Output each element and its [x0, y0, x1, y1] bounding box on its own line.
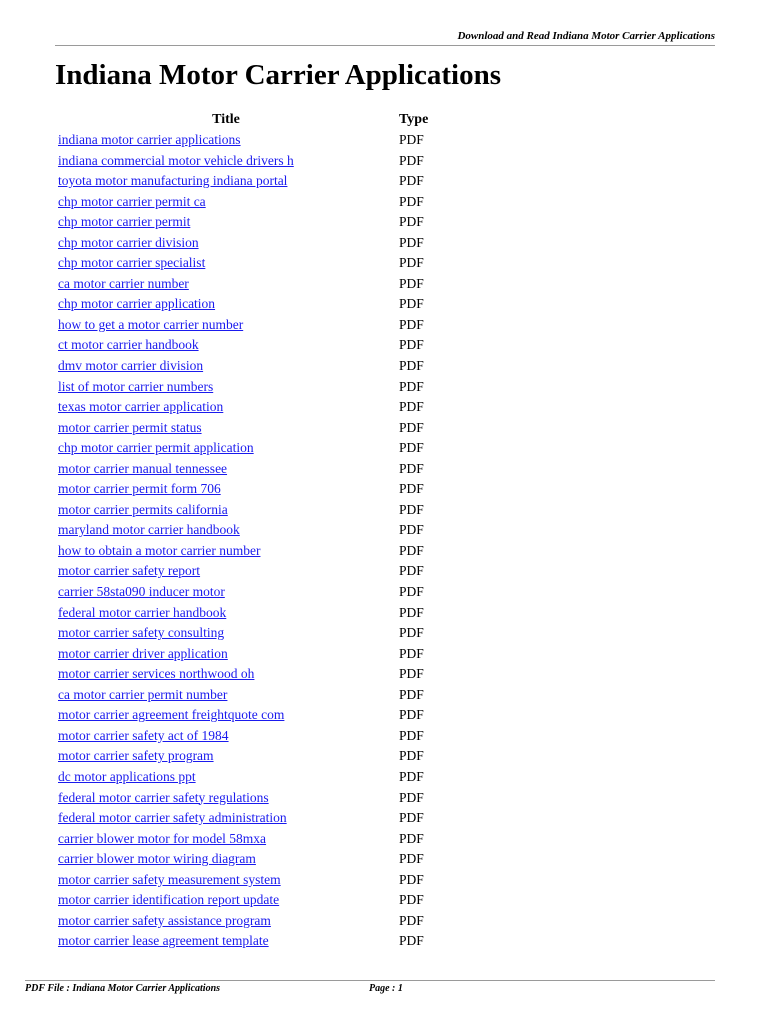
row-type-label: PDF [399, 337, 424, 353]
row-title-link[interactable]: chp motor carrier permit application [58, 440, 254, 456]
row-title-link[interactable]: motor carrier manual tennessee [58, 460, 228, 476]
row-title-link[interactable]: dc motor applications ppt [58, 768, 196, 784]
table-row [58, 767, 618, 788]
table-row [58, 788, 618, 809]
row-title-link[interactable]: how to get a motor carrier number [58, 316, 244, 332]
row-title-link[interactable]: ca motor carrier permit number [58, 686, 228, 702]
footer-page-number: Page : 1 [369, 983, 403, 994]
row-type-label: PDF [399, 871, 424, 887]
row-type-label: PDF [399, 748, 424, 764]
row-type-label: PDF [399, 399, 424, 415]
row-type-label: PDF [399, 378, 424, 394]
table-row [58, 171, 618, 192]
row-type-label: PDF [399, 481, 424, 497]
bottom-divider [25, 980, 715, 981]
row-title-link[interactable]: motor carrier driver application [58, 645, 228, 661]
row-title-link[interactable]: motor carrier permit status [58, 419, 202, 435]
row-title-link[interactable]: texas motor carrier application [58, 399, 224, 415]
row-type-label: PDF [399, 440, 424, 456]
table-row [58, 911, 618, 932]
row-title-link[interactable]: federal motor carrier handbook [58, 604, 227, 620]
page-title: Indiana Motor Carrier Applications [55, 59, 502, 91]
table-row [58, 130, 618, 151]
table-row [58, 192, 618, 213]
table-row [58, 233, 618, 254]
row-title-link[interactable]: chp motor carrier specialist [58, 255, 206, 271]
table-row [58, 438, 618, 459]
table-row [58, 377, 618, 398]
row-type-label: PDF [399, 810, 424, 826]
row-type-label: PDF [399, 460, 424, 476]
row-type-label: PDF [399, 686, 424, 702]
document-list [58, 130, 618, 952]
table-row [58, 397, 618, 418]
row-title-link[interactable]: chp motor carrier permit ca [58, 193, 206, 209]
table-row [58, 561, 618, 582]
row-type-label: PDF [399, 152, 424, 168]
table-row [58, 746, 618, 767]
row-title-link[interactable]: ca motor carrier number [58, 275, 189, 291]
row-type-label: PDF [399, 727, 424, 743]
row-type-label: PDF [399, 234, 424, 250]
table-row [58, 315, 618, 336]
table-row [58, 418, 618, 439]
top-divider [55, 45, 715, 46]
row-title-link[interactable]: motor carrier safety report [58, 563, 201, 579]
row-type-label: PDF [399, 522, 424, 538]
row-title-link[interactable]: motor carrier safety program [58, 748, 214, 764]
row-title-link[interactable]: how to obtain a motor carrier number [58, 542, 261, 558]
row-type-label: PDF [399, 316, 424, 332]
row-title-link[interactable]: dmv motor carrier division [58, 358, 204, 374]
row-type-label: PDF [399, 275, 424, 291]
row-title-link[interactable]: indiana motor carrier applications [58, 132, 241, 147]
row-title-link[interactable]: motor carrier safety measurement system [58, 871, 281, 887]
table-row [58, 870, 618, 891]
row-type-label: PDF [399, 768, 424, 784]
table-row [58, 541, 618, 562]
table-row [58, 664, 618, 685]
row-type-label: PDF [399, 584, 424, 600]
table-row [58, 705, 618, 726]
row-type-label: PDF [399, 193, 424, 209]
row-title-link[interactable]: motor carrier safety assistance program [58, 912, 271, 928]
table-row [58, 212, 618, 233]
row-title-link[interactable]: toyota motor manufacturing indiana portal [58, 173, 288, 189]
row-title-link[interactable]: motor carrier services northwood oh [58, 666, 255, 682]
table-row [58, 582, 618, 603]
row-title-link[interactable]: chp motor carrier division [58, 234, 199, 250]
header-note: Download and Read Indiana Motor Carrier Applications [457, 30, 715, 42]
row-type-label: PDF [399, 419, 424, 435]
row-title-link[interactable]: chp motor carrier application [58, 296, 216, 312]
footer-file-label: PDF File : Indiana Motor Carrier Applications [25, 983, 221, 994]
table-row [58, 829, 618, 850]
row-title-link[interactable]: motor carrier lease agreement template [58, 933, 269, 949]
row-title-link[interactable]: federal motor carrier safety regulations [58, 789, 269, 805]
row-title-link[interactable]: carrier blower motor wiring diagram [58, 851, 256, 867]
column-header-title: Title [212, 112, 240, 127]
row-type-label: PDF [399, 892, 424, 908]
row-title-link[interactable]: chp motor carrier permit [58, 214, 191, 230]
table-row [58, 520, 618, 541]
row-title-link[interactable]: federal motor carrier safety administration [58, 810, 287, 826]
row-title-link[interactable]: list of motor carrier numbers [58, 378, 214, 394]
row-type-label: PDF [399, 296, 424, 312]
table-row [58, 644, 618, 665]
row-type-label: PDF [399, 214, 424, 230]
row-title-link[interactable]: motor carrier safety consulting [58, 625, 225, 641]
row-title-link[interactable]: motor carrier agreement freightquote com [58, 707, 285, 723]
row-type-label: PDF [399, 501, 424, 517]
table-row [58, 151, 618, 172]
table-row [58, 356, 618, 377]
row-title-link[interactable]: motor carrier identification report update [58, 892, 280, 908]
row-title-link[interactable]: carrier blower motor for model 58mxa [58, 830, 267, 846]
table-row [58, 479, 618, 500]
row-type-label: PDF [399, 604, 424, 620]
table-row [58, 459, 618, 480]
row-type-label: PDF [399, 358, 424, 374]
table-row [58, 274, 618, 295]
row-title-link[interactable]: motor carrier permits california [58, 501, 228, 517]
table-row [58, 849, 618, 870]
row-type-label: PDF [399, 132, 424, 147]
row-type-label: PDF [399, 563, 424, 579]
row-type-label: PDF [399, 851, 424, 867]
row-type-label: PDF [399, 666, 424, 682]
table-row [58, 726, 618, 747]
table-row [58, 335, 618, 356]
row-title-link[interactable]: motor carrier safety act of 1984 [58, 727, 229, 743]
row-title-link[interactable]: motor carrier permit form 706 [58, 481, 221, 497]
row-type-label: PDF [399, 912, 424, 928]
row-title-link[interactable]: indiana commercial motor vehicle drivers h [58, 152, 294, 168]
table-row [58, 931, 618, 952]
column-header-type: Type [399, 112, 429, 127]
row-type-label: PDF [399, 830, 424, 846]
row-type-label: PDF [399, 542, 424, 558]
table-row [58, 685, 618, 706]
row-type-label: PDF [399, 707, 424, 723]
row-type-label: PDF [399, 625, 424, 641]
row-title-link[interactable]: maryland motor carrier handbook [58, 522, 240, 538]
table-row [58, 500, 618, 521]
row-type-label: PDF [399, 789, 424, 805]
row-type-label: PDF [399, 255, 424, 271]
row-type-label: PDF [399, 933, 424, 949]
table-row [58, 808, 618, 829]
table-row [58, 253, 618, 274]
table-row [58, 890, 618, 911]
table-row [58, 623, 618, 644]
row-type-label: PDF [399, 645, 424, 661]
row-title-link[interactable]: ct motor carrier handbook [58, 337, 199, 353]
table-row [58, 294, 618, 315]
row-title-link[interactable]: carrier 58sta090 inducer motor [58, 584, 225, 600]
table-row [58, 603, 618, 624]
row-type-label: PDF [399, 173, 424, 189]
